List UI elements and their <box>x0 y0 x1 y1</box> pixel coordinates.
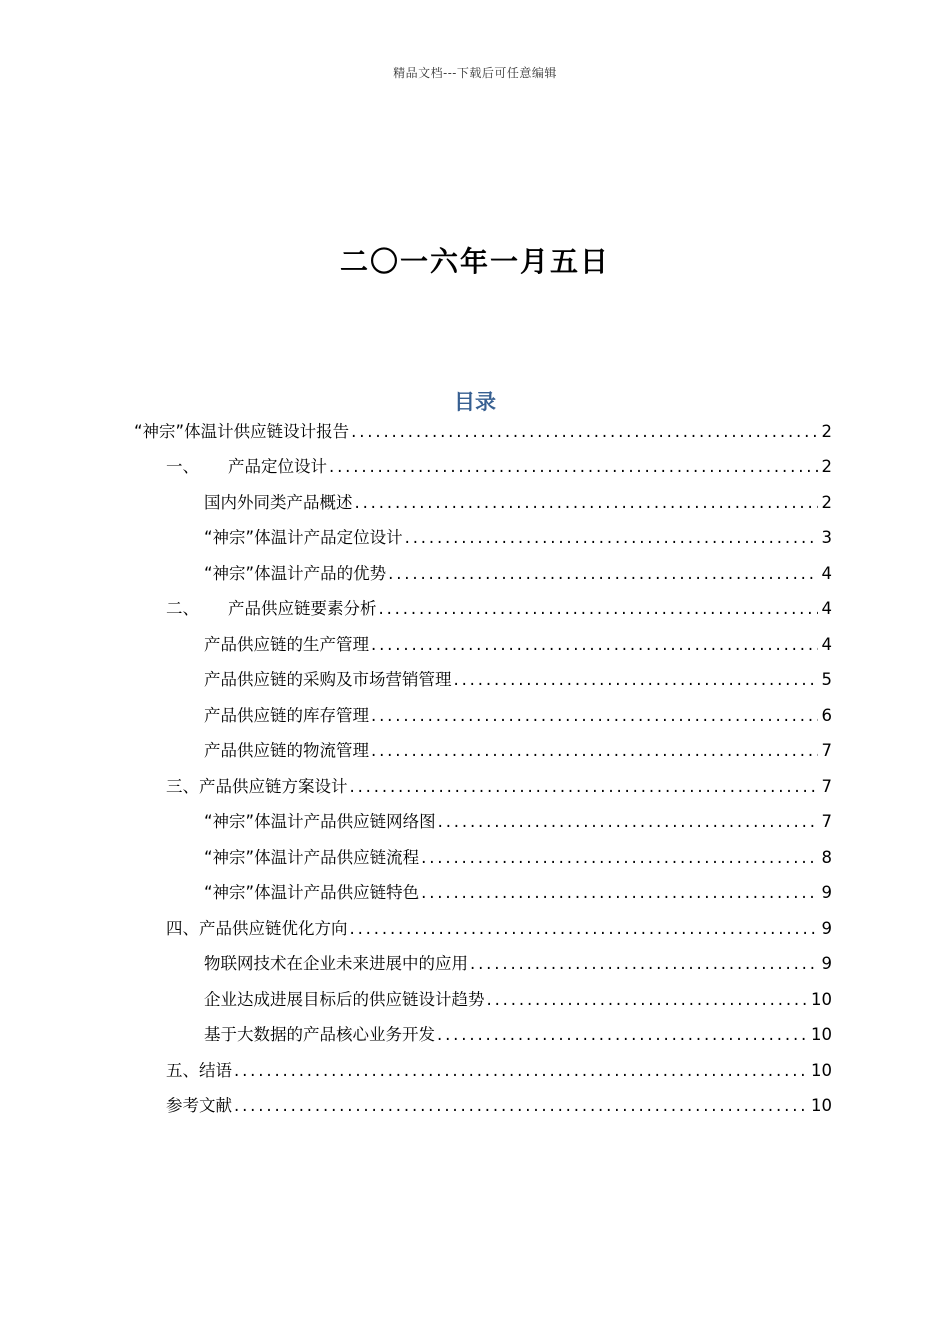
toc-entry[interactable] <box>204 631 832 659</box>
toc-entry-label: “神宗”体温计产品的优势 <box>204 564 387 583</box>
toc-entry-label: 结语 <box>199 1061 232 1080</box>
toc-dot-leader <box>234 1092 807 1120</box>
toc-entry[interactable] <box>204 524 832 552</box>
toc-entry-label: “神宗”体温计产品供应链特色 <box>204 883 420 902</box>
toc-entry-label: “神宗”体温计产品供应链流程 <box>204 848 420 867</box>
toc-dot-leader <box>355 489 818 517</box>
toc-entry-page: 7 <box>821 812 832 831</box>
toc-entry-page: 4 <box>821 599 832 618</box>
toc-entry-page: 10 <box>811 1096 832 1115</box>
toc-entry-label: “神宗”体温计供应链设计报告 <box>134 422 350 441</box>
toc-entry-label: 产品供应链的采购及市场营销管理 <box>204 670 452 689</box>
toc-entry-label: 产品供应链的库存管理 <box>204 706 369 725</box>
toc-entry[interactable] <box>166 773 832 801</box>
toc-entry-page: 8 <box>821 848 832 867</box>
toc-entry-number: 一、 <box>166 457 199 476</box>
toc-entry-label: 产品定位设计 <box>228 457 327 476</box>
toc-entry-number: 三、 <box>166 777 199 796</box>
toc-entry-page: 2 <box>821 422 832 441</box>
toc-entry-page: 4 <box>821 635 832 654</box>
toc-entry-page: 10 <box>811 990 832 1009</box>
toc-entry[interactable] <box>166 1092 832 1120</box>
toc-entry[interactable] <box>204 560 832 588</box>
toc-entry[interactable] <box>204 879 832 907</box>
toc-entry-page: 10 <box>811 1061 832 1080</box>
toc-dot-leader <box>454 666 818 694</box>
toc-entry-number: 四、 <box>166 919 199 938</box>
toc-entry-page: 4 <box>821 564 832 583</box>
toc-dot-leader <box>437 1021 807 1049</box>
toc-entry[interactable] <box>204 702 832 730</box>
toc-entry[interactable] <box>166 595 832 623</box>
toc-dot-leader <box>388 560 817 588</box>
page-header-note: 精品文档---下载后可任意编辑 <box>393 66 557 80</box>
toc-entry-page: 6 <box>821 706 832 725</box>
toc-entry-page: 7 <box>821 777 832 796</box>
toc-dot-leader <box>350 773 818 801</box>
toc-entry-page: 9 <box>821 954 832 973</box>
toc-entry-label: “神宗”体温计产品定位设计 <box>204 528 403 547</box>
toc-dot-leader <box>234 1057 807 1085</box>
toc-entry[interactable] <box>204 986 832 1014</box>
toc-entry-label: 企业达成进展目标后的供应链设计趋势 <box>204 990 485 1009</box>
toc-entry-label: 国内外同类产品概述 <box>204 493 353 512</box>
toc-entry-page: 9 <box>821 919 832 938</box>
toc-entry[interactable] <box>204 489 832 517</box>
toc-entry-page: 9 <box>821 883 832 902</box>
toc-entry[interactable] <box>166 453 832 481</box>
toc-entry-page: 2 <box>821 493 832 512</box>
toc-dot-leader <box>438 808 818 836</box>
toc-entry-number: 五、 <box>166 1061 199 1080</box>
toc-dot-leader <box>350 915 818 943</box>
toc-entry[interactable] <box>204 666 832 694</box>
toc-entry-label: 参考文献 <box>166 1096 232 1115</box>
toc-dot-leader <box>371 737 818 765</box>
toc-entry-page: 2 <box>821 457 832 476</box>
toc-entry[interactable] <box>134 418 832 446</box>
toc-entry[interactable] <box>204 950 832 978</box>
toc-entry[interactable] <box>204 737 832 765</box>
toc-dot-leader <box>421 844 817 872</box>
toc-entry-label: 产品供应链要素分析 <box>228 599 377 618</box>
toc-entry[interactable] <box>204 1021 832 1049</box>
document-date: 二〇一六年一月五日 <box>339 245 610 278</box>
toc-dot-leader <box>329 453 818 481</box>
toc-dot-leader <box>470 950 818 978</box>
toc-entry-page: 10 <box>811 1025 832 1044</box>
toc-entry-page: 3 <box>821 528 832 547</box>
toc-dot-leader <box>487 986 808 1014</box>
toc-entry-label: 产品供应链的生产管理 <box>204 635 369 654</box>
toc-entry-page: 5 <box>821 670 832 689</box>
toc-entry-label: 产品供应链方案设计 <box>199 777 348 796</box>
toc-entry-label: “神宗”体温计产品供应链网络图 <box>204 812 436 831</box>
toc-entry-label: 基于大数据的产品核心业务开发 <box>204 1025 435 1044</box>
toc-entry-label: 产品供应链的物流管理 <box>204 741 369 760</box>
toc-dot-leader <box>421 879 817 907</box>
toc-dot-leader <box>351 418 817 446</box>
toc-entry-number: 二、 <box>166 599 199 618</box>
toc-entry-page: 7 <box>821 741 832 760</box>
toc-entry-label: 产品供应链优化方向 <box>199 919 348 938</box>
toc-entry-label: 物联网技术在企业未来进展中的应用 <box>204 954 468 973</box>
toc-dot-leader <box>371 631 818 659</box>
toc-dot-leader <box>405 524 818 552</box>
toc-entry[interactable] <box>166 1057 832 1085</box>
toc-entry[interactable] <box>204 844 832 872</box>
toc-entry[interactable] <box>204 808 832 836</box>
toc-dot-leader <box>371 702 818 730</box>
toc-title: 目录 <box>454 390 496 414</box>
toc-entry[interactable] <box>166 915 832 943</box>
toc-dot-leader <box>379 595 818 623</box>
